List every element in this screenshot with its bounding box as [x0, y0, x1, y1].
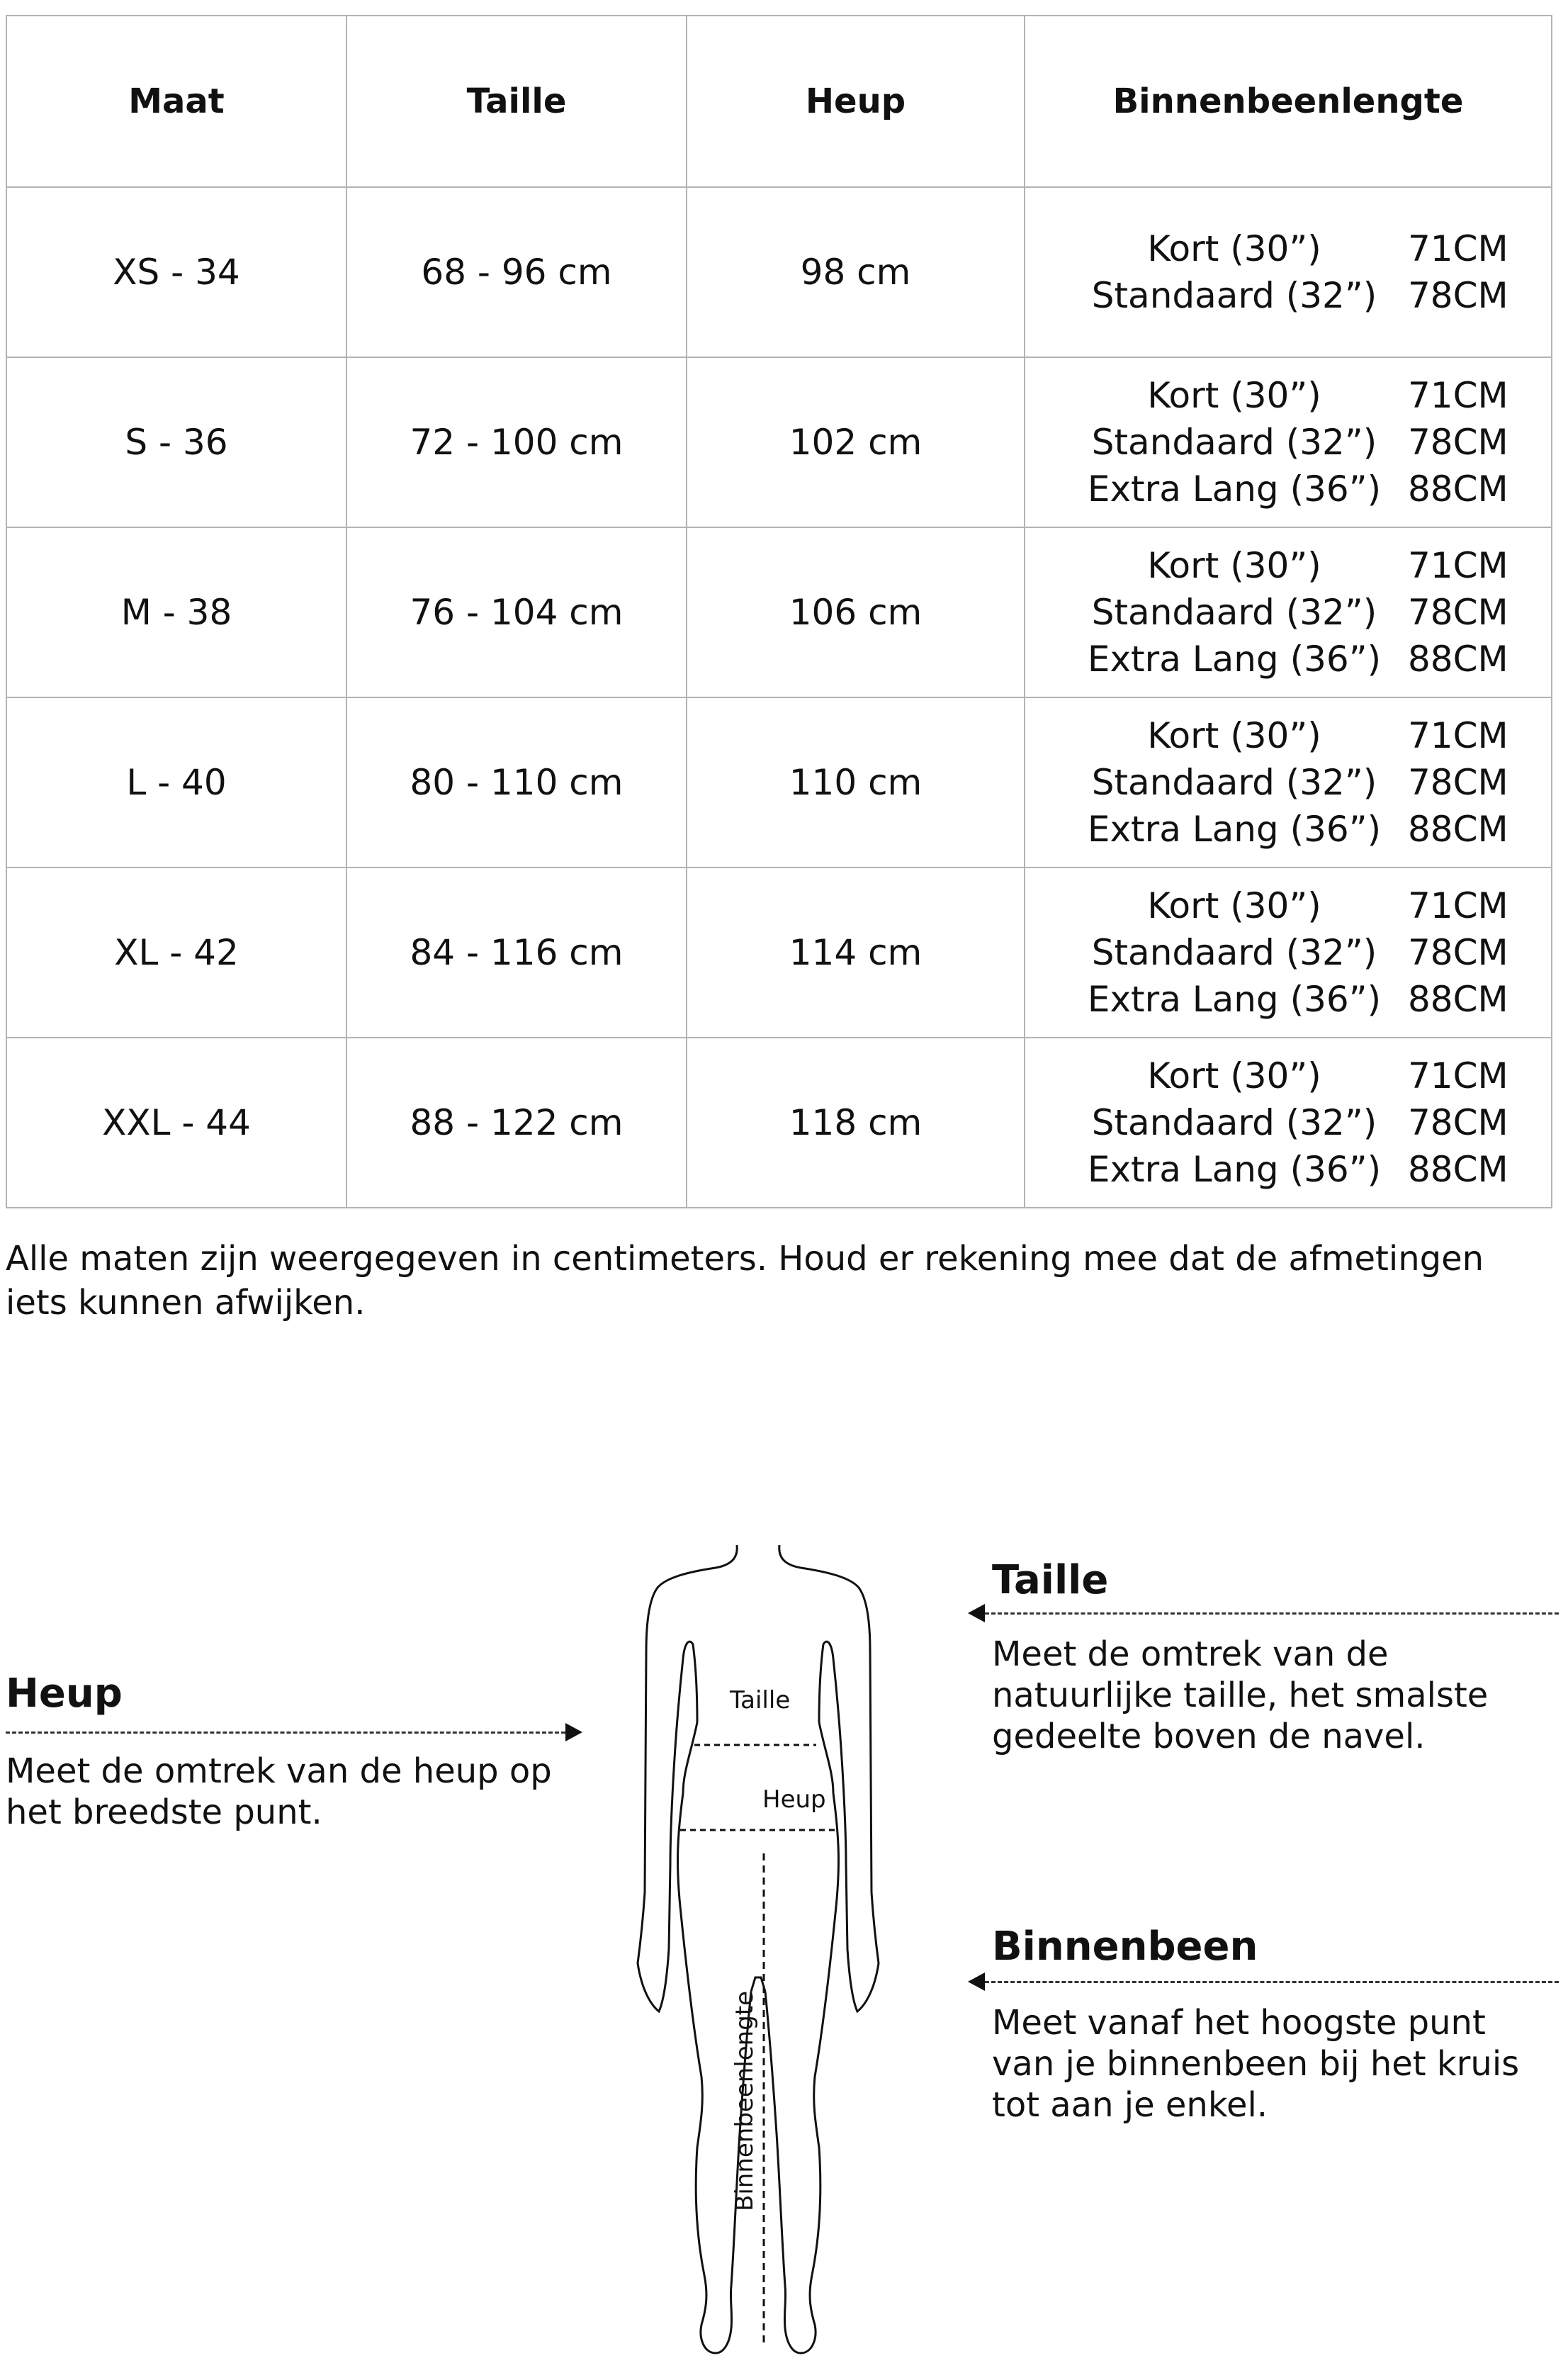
arrow-right-icon — [565, 1723, 582, 1741]
arrow-left-icon — [968, 1604, 985, 1622]
length-value: 71CM — [1408, 375, 1508, 416]
header-heup: Heup — [687, 16, 1025, 187]
length-option — [1061, 976, 1551, 1023]
length-option — [1061, 589, 1551, 636]
cell-binnenbeenlengte — [1025, 527, 1552, 697]
length-label: Kort (30”) — [1147, 228, 1321, 269]
length-label: Standaard (32”) — [1091, 932, 1377, 973]
taille-guide-text: Meet de omtrek van de natuurlijke taille, het smalste gedeelte boven de navel. — [992, 1634, 1489, 1756]
length-option — [1061, 372, 1551, 419]
length-option — [1061, 1053, 1551, 1099]
table-row — [6, 187, 1552, 357]
cell-maat: S - 36 — [6, 357, 346, 527]
cell-maat: XS - 34 — [6, 187, 346, 357]
heup-guide-line — [6, 1731, 565, 1734]
size-table — [6, 15, 1552, 1208]
cell-taille: 68 - 96 cm — [346, 187, 687, 357]
length-option — [1061, 466, 1551, 512]
cell-maat: XXL - 44 — [6, 1038, 346, 1208]
length-value: 78CM — [1408, 762, 1508, 803]
heup-guide-text: Meet de omtrek van de heup op het breedste punt. — [6, 1751, 552, 1832]
cell-maat: XL - 42 — [6, 868, 346, 1038]
arrow-left-icon — [968, 1972, 985, 1991]
length-value: 78CM — [1408, 932, 1508, 973]
length-option — [1061, 759, 1551, 806]
length-label: Kort (30”) — [1147, 545, 1321, 586]
cell-heup: 114 cm — [687, 868, 1025, 1038]
taille-guide-title: Taille — [992, 1557, 1109, 1603]
length-value: 78CM — [1408, 275, 1508, 316]
figure-label-binnenbeenlengte: Binnenbeenlengte — [731, 1990, 759, 2211]
length-value: 88CM — [1408, 639, 1508, 680]
length-option — [1061, 882, 1551, 929]
header-binnenbeenlengte: Binnenbeenlengte — [1025, 16, 1552, 187]
header-taille: Taille — [346, 16, 687, 187]
length-value: 71CM — [1408, 1055, 1508, 1096]
cell-taille: 88 - 122 cm — [346, 1038, 687, 1208]
binnenbeen-guide-line — [985, 1981, 1559, 1983]
length-label: Kort (30”) — [1147, 375, 1321, 416]
cell-heup: 110 cm — [687, 697, 1025, 868]
length-value: 88CM — [1408, 1149, 1508, 1190]
length-value: 78CM — [1408, 592, 1508, 633]
length-value: 71CM — [1408, 715, 1508, 756]
body-silhouette-icon — [609, 1538, 907, 2360]
length-option — [1061, 542, 1551, 589]
length-value: 71CM — [1408, 545, 1508, 586]
cell-maat: L - 40 — [6, 697, 346, 868]
cell-binnenbeenlengte — [1025, 697, 1552, 868]
binnenbeen-guide-text: Meet vanaf het hoogste punt van je binnenbeen bij het kruis tot aan je enkel. — [992, 2003, 1520, 2125]
length-label: Kort (30”) — [1147, 715, 1321, 756]
length-option — [1061, 1099, 1551, 1146]
length-value: 88CM — [1408, 809, 1508, 850]
table-header-row — [6, 16, 1552, 187]
heup-guide — [6, 1669, 573, 1719]
length-option — [1061, 419, 1551, 466]
length-option — [1061, 1146, 1551, 1193]
cell-binnenbeenlengte — [1025, 357, 1552, 527]
cell-taille: 76 - 104 cm — [346, 527, 687, 697]
length-label: Standaard (32”) — [1091, 1102, 1377, 1143]
taille-guide-body — [992, 1634, 1552, 1757]
table-row — [6, 527, 1552, 697]
binnenbeen-guide — [992, 1922, 1545, 1972]
length-label: Kort (30”) — [1147, 1055, 1321, 1096]
figure-label-taille: Taille — [730, 1686, 791, 1714]
length-value: 78CM — [1408, 422, 1508, 463]
table-row — [6, 697, 1552, 868]
length-label: Standaard (32”) — [1091, 275, 1377, 316]
length-label: Extra Lang (36”) — [1087, 1149, 1382, 1190]
cell-heup: 118 cm — [687, 1038, 1025, 1208]
length-label: Kort (30”) — [1147, 885, 1321, 926]
binnenbeen-guide-title: Binnenbeen — [992, 1924, 1258, 1970]
length-label: Extra Lang (36”) — [1087, 639, 1382, 680]
taille-guide — [992, 1556, 1545, 1605]
cell-taille: 72 - 100 cm — [346, 357, 687, 527]
table-row — [6, 868, 1552, 1038]
cell-binnenbeenlengte — [1025, 1038, 1552, 1208]
length-label: Extra Lang (36”) — [1087, 809, 1382, 850]
taille-guide-line — [985, 1612, 1559, 1615]
length-label: Standaard (32”) — [1091, 762, 1377, 803]
length-value: 88CM — [1408, 468, 1508, 510]
length-label: Extra Lang (36”) — [1087, 468, 1382, 510]
table-row — [6, 1038, 1552, 1208]
heup-guide-body — [6, 1751, 573, 1833]
length-value: 78CM — [1408, 1102, 1508, 1143]
cell-binnenbeenlengte — [1025, 868, 1552, 1038]
cell-heup: 98 cm — [687, 187, 1025, 357]
length-value: 71CM — [1408, 228, 1508, 269]
length-value: 88CM — [1408, 979, 1508, 1020]
cell-heup: 106 cm — [687, 527, 1025, 697]
length-option — [1061, 272, 1551, 319]
length-value: 71CM — [1408, 885, 1508, 926]
header-maat: Maat — [6, 16, 346, 187]
cell-taille: 80 - 110 cm — [346, 697, 687, 868]
binnenbeen-guide-body — [992, 2002, 1552, 2126]
length-label: Standaard (32”) — [1091, 592, 1377, 633]
table-row — [6, 357, 1552, 527]
cell-maat: M - 38 — [6, 527, 346, 697]
length-option — [1061, 636, 1551, 683]
cell-taille: 84 - 116 cm — [346, 868, 687, 1038]
heup-guide-title: Heup — [6, 1671, 123, 1717]
length-label: Standaard (32”) — [1091, 422, 1377, 463]
measurement-note: Alle maten zijn weergegeven in centimeters. Houd er rekening mee dat de afmetingen iets kunnen afwijken. — [6, 1239, 1484, 1323]
length-option — [1061, 225, 1551, 272]
length-option — [1061, 712, 1551, 759]
cell-heup: 102 cm — [687, 357, 1025, 527]
figure-label-heup: Heup — [762, 1785, 826, 1814]
length-option — [1061, 806, 1551, 853]
cell-binnenbeenlengte — [1025, 187, 1552, 357]
length-option — [1061, 929, 1551, 976]
length-label: Extra Lang (36”) — [1087, 979, 1382, 1020]
